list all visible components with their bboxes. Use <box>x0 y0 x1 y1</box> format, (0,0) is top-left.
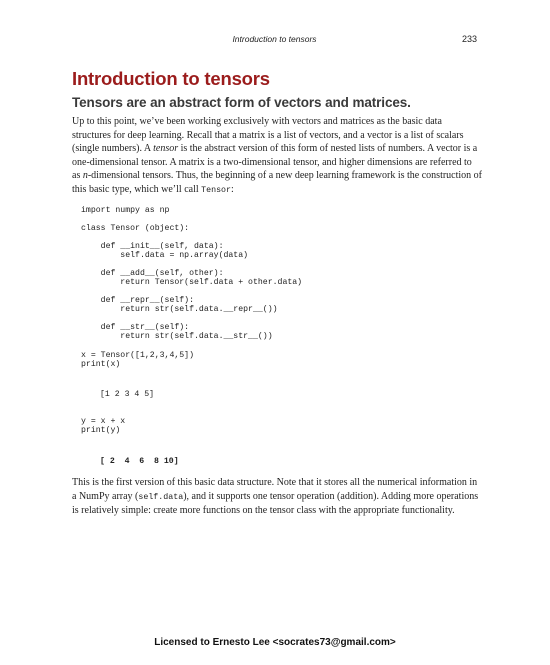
inline-code-self-data: self.data <box>138 492 184 502</box>
code-init-def: def __init__(self, data): <box>81 242 224 251</box>
running-header <box>72 34 477 46</box>
section-title: Tensors are an abstract form of vectors and matrices. <box>72 95 411 110</box>
code-str-body: return str(self.data.__str__()) <box>81 332 273 341</box>
inline-code-tensor: Tensor <box>201 185 232 195</box>
outro-paragraph <box>72 476 482 518</box>
code-add-body: return Tensor(self.data + other.data) <box>81 278 303 287</box>
intro-emphasis-n: n <box>82 170 88 182</box>
intro-text-1: Up to this point, we’ve been working exclusively with vectors and matrices as the basic data structures for deep learning. Recall that a matrix is a list of vectors, and a vector is a list of scalars (single numbers). A <box>72 116 464 155</box>
code-class-declaration: class Tensor (object): <box>81 224 190 233</box>
code-repr-body: return str(self.data.__repr__()) <box>81 305 278 314</box>
code-print-y: print(y) <box>81 426 121 435</box>
code-y-assign: y = x + x <box>81 417 126 426</box>
outro-text-1: This is the first version of this basic data structure. Note that it stores all the numerical information in a NumPy array ( <box>72 477 478 502</box>
code-add-def: def __add__(self, other): <box>81 269 224 278</box>
code-output-y: [ 2 4 6 8 10] <box>100 457 179 466</box>
code-output-x: [1 2 3 4 5] <box>100 390 155 399</box>
code-x-assign: x = Tensor([1,2,3,4,5]) <box>81 351 195 360</box>
code-import-line: import numpy as np <box>81 206 170 215</box>
code-repr-def: def __repr__(self): <box>81 296 195 305</box>
intro-text-2: is the abstract version of this form of nested lists of numbers. A vector is a one-dimensional tensor. A matrix is a two-dimensional tensor, and higher dimensions are referred to as <box>72 143 478 182</box>
code-print-x: print(x) <box>81 360 121 369</box>
intro-text-3: -dimensional tensors. Thus, the beginning of a new deep learning framework is the construction of this basic type, which we’ll call <box>72 170 483 195</box>
code-init-body: self.data = np.array(data) <box>81 251 249 260</box>
outro-text-2: ), and it supports one tensor operation (addition). Adding more operations is relatively simple: create more functions on the tensor class with the appropriate functionality. <box>72 490 479 517</box>
page-number: 233 <box>461 34 477 44</box>
chapter-title: Introduction to tensors <box>72 68 270 89</box>
license-footer: Licensed to Ernesto Lee <socrates73@gmail.com> <box>154 637 396 648</box>
intro-emphasis-tensor: tensor <box>153 143 179 155</box>
code-str-def: def __str__(self): <box>81 323 190 332</box>
intro-paragraph <box>72 115 482 198</box>
intro-text-4: : <box>231 183 234 195</box>
running-title: Introduction to tensors <box>232 34 317 44</box>
